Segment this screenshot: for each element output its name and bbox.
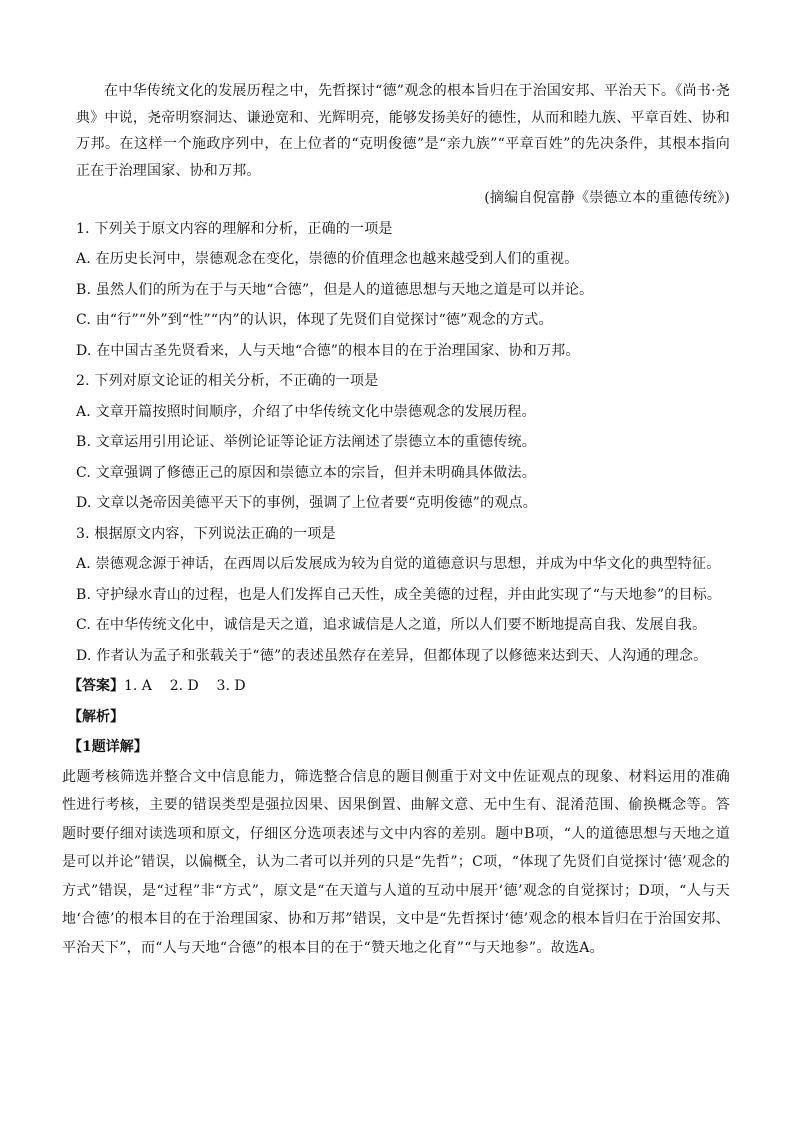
q1-detail-label: 【1题详解】 [68,739,148,755]
answer-line [68,671,730,702]
option-c: C. 在中华传统文化中，诚信是天之道，追求诚信是人之道，所以人们要不断地提高自我、发展自我。 [76,617,707,633]
question-1 [76,214,730,367]
passage-paragraph: 在中华传统文化的发展历程之中，先哲探讨“德”观念的根本旨归在于治国安邦、平治天下。《尚书·尧典》中说，尧帝明察洞达、谦逊宽和、光辉明亮，能够发扬美好的德性，从而和睦九族、平章百姓、协和万邦。在这样一个施政序列中，在上位者的“克明俊德”是“亲九族”“平章百姓”的先决条件，其根本指向正在于治理国家、协和万邦。 [76,83,730,179]
question-stem: 3. 根据原文内容，下列说法正确的一项是 [76,525,336,542]
question-3 [76,519,730,672]
option-b: B. 守护绿水青山的过程，也是人们发挥自己天性，成全美德的过程，并由此实现了“与天地参”的目标。 [76,586,722,603]
option-a: A. 崇德观念源于神话，在西周以后发展成为较为自觉的道德意识与思想，并成为中华文化的典型特征。 [76,556,721,572]
option-a: A. 文章开篇按照时间顺序，介绍了中华传统文化中崇德观念的发展历程。 [76,403,536,420]
q1-detail-text: 此题考核筛选并整合文中信息能力，筛选整合信息的题目侧重于对文中佐证观点的现象、材料运用的准确性进行考核，主要的错误类型是强拉因果、因果倒置、曲解文意、无中生有、混淆范围、偷换概念等。答题时要仔细对读选项和原文，仔细区分选项表述与文中内容的差别。题中B项，“人的道德思想与天地之道是可以并论”错误，以偏概全，认为二者可以并列的只是“先哲”；C项，“体现了先贤们自觉探讨‘德’观念的方式”错误，是“过程”非“方式”，原文是“在天道与人道的互动中展开‘德’观念的自觉探讨；D项，“人与天地‘合德’的根本目的在于治理国家、协和万邦”错误，文中是“先哲探讨‘德’观念的根本旨归在于治国安邦、平治天下”，而“人与天地“合德”的根本目的在于“赞天地之化育”“与天地参”。故选A。 [62,768,730,956]
question-2 [76,366,730,519]
option-d: D. 文章以尧帝因美德平天下的事例，强调了上位者要“克明俊德”的观点。 [76,495,537,511]
option-b: B. 文章运用引用论证、举例论证等论证方法阐述了崇德立本的重德传统。 [76,434,536,450]
option-a: A. 在历史长河中，崇德观念在变化，崇德的价值理念也越来越受到人们的重视。 [76,251,579,267]
option-b: B. 虽然人们的所为在于与天地“合德”，但是人的道德思想与天地之道是可以并论。 [76,281,594,298]
option-c: C. 由“行”“外”到“性”“内”的认识，体现了先贤们自觉探讨“德”观念的方式。 [76,312,553,328]
analysis-label: 【解析】 [68,708,124,725]
passage-source: (摘编自倪富静《崇德立本的重德传统》) [484,190,730,206]
option-d: D. 在中国古圣先贤看来，人与天地“合德”的根本目的在于治理国家、协和万邦。 [76,342,580,359]
answer-label: 【答案】 [68,678,124,694]
question-stem: 1. 下列关于原文内容的理解和分析，正确的一项是 [76,220,393,237]
option-c: C. 文章强调了修德正己的原因和崇德立本的宗旨，但并未明确具体做法。 [76,464,536,481]
question-stem: 2. 下列对原文论证的相关分析，不正确的一项是 [76,373,379,389]
answer-values: 1. A 2. D 3. D [124,678,246,694]
option-d: D. 作者认为孟子和张载关于“德”的表述虽然存在差异，但都体现了以修德来达到天、人沟通的理念。 [76,647,708,664]
